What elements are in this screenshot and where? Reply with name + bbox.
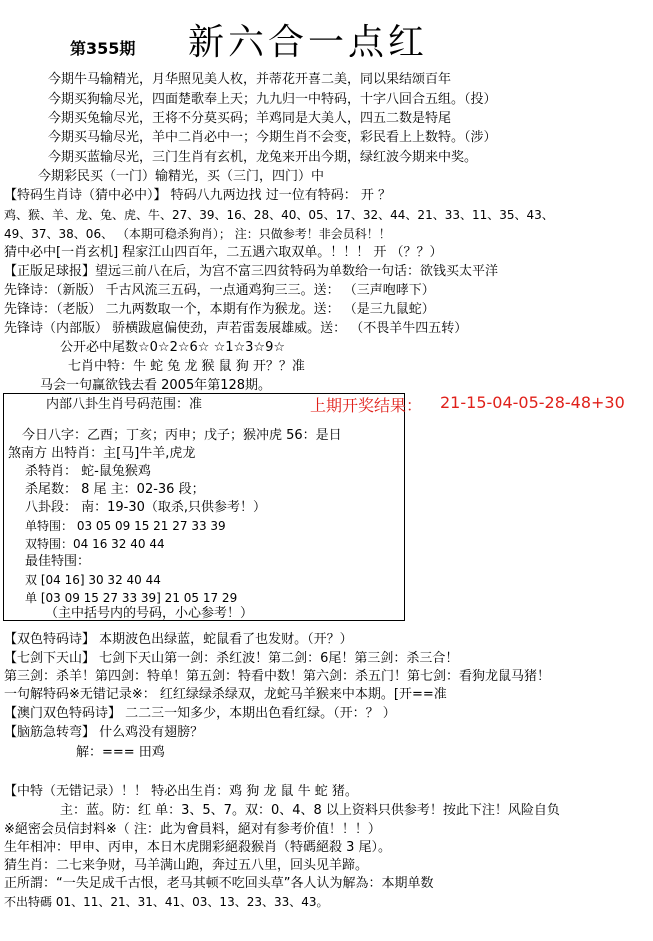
- bagua-line: 煞南方 出特肖：主[马]牛羊,虎龙: [8, 446, 196, 461]
- intro-line: 今期牛马输精光，月华照见美人枚，并蒂花开喜二美，同以果结颂百年: [48, 72, 452, 87]
- bagua-line: 杀特肖： 蛇-鼠兔猴鸡: [25, 464, 151, 479]
- result-label: 上期开奖结果：: [310, 396, 423, 415]
- bagua-line: 八卦段： 南：19-30（取杀,只供参考！）: [25, 500, 267, 515]
- mahui-line: 马会一句赢欲钱去看 2005年第128期。: [40, 378, 272, 393]
- gongkai-line: 公开必中尾数☆0☆2☆6☆ ☆1☆3☆9☆: [60, 340, 285, 355]
- poem-line: 【特码生肖诗（猜中必中）】 特码八九两边找 过一位有特码： 开 ？: [4, 188, 392, 203]
- caishengxiao-line: 猜生肖：二七来争财，马羊满山跑，奔过五八里，回头见羊蹄。: [4, 858, 369, 873]
- jie-line: 解：=== 田鸡: [76, 745, 165, 760]
- yijujie-line: 一句解特码※无错记录※： 红红绿绿杀绿双，龙蛇马羊猴来中本期。[开==准: [4, 687, 447, 702]
- numbers-line: 鸡、猴、羊、龙、兔、虎、牛、27、39、16、28、40、05、17、32、44、21、33、11、35、43、: [4, 208, 554, 222]
- zhengban-line: 【正版足球报】望远三前八在后，为宫不富三四贫特码为单数给一句话：欲钱买太平洋: [4, 264, 499, 279]
- qixiao-line: 七肖中特：牛 蛇 兔 龙 猴 鼠 狗 开？？准: [68, 359, 305, 374]
- guess-line: 猜中必中[一肖玄机] 程家江山四百年，二五遇六取双单。！！！ 开 （？？）: [4, 245, 443, 260]
- naojin-line: 【脑筋急转弯】 什么鸡没有翅膀？: [4, 725, 204, 740]
- bagua-line: 单特围： 03 05 09 15 21 27 33 39: [25, 519, 226, 533]
- intro-line: 今期买狗输尽光，四面楚歌奉上天；九九归一中特码，十字八回合五组。（投）: [48, 92, 497, 107]
- numbers-line: 49、37、38、06、 （本期可稳杀狗肖）； 注：只做参考！非会员科！！: [4, 227, 391, 241]
- zhengjie-line: 正所謂：“一失足成千古恨，老马其顿不吃回头草”各人认为解為：本期单数: [4, 876, 434, 891]
- intro-line: 今期买蓝输尽光，三门生肖有玄机，龙兔来开出今期，绿红波今期来中奖。: [48, 150, 478, 165]
- bagua-line: 双特围：04 16 32 40 44: [25, 537, 165, 551]
- page-title: 新六合一点红: [188, 22, 429, 63]
- qijian-line: 第三剑：杀羊！第四剑：特单！第五剑：特看中数！第六剑：杀五门！第七剑：看狗龙鼠马猪！: [4, 669, 551, 684]
- bagua-line: 今日八字：乙酉；丁亥；丙申；戊子；猴冲虎 56：是日: [22, 428, 342, 443]
- bagua-line: 双 [04 16] 30 32 40 44: [25, 573, 161, 587]
- bagua-note: （主中括号内的号码，小心参考！）: [45, 606, 254, 621]
- zhu-line: 主：蓝。防：红 单：3、5、7。双：0、4、8 以上资料只供参考！按此下注！风险自负: [60, 803, 560, 818]
- buchu-line: 不出特碼 01、11、21、31、41、03、13、23、33、43。: [4, 895, 329, 909]
- issue-number: 第355期: [70, 39, 136, 58]
- shuangse-line: 【双色特码诗】 本期波色出绿蓝，蛇鼠看了也发财。（开？）: [4, 632, 353, 647]
- bagua-line: 杀尾数： 8 尾 主：02-36 段；: [25, 482, 205, 497]
- shengnian-line: 生年相冲：甲申、丙申，本日木虎開彩絕殺猴肖（特碼絕殺 3 尾）。: [4, 840, 392, 855]
- intro-line: 今期买兔输尽光，王将不分莫买码；羊鸡同是大美人，四五二数是特尾: [48, 111, 452, 126]
- bagua-heading: 内部八卦生肖号码范围：准: [46, 397, 203, 412]
- xianfeng-line: 先锋诗：（新版） 千古风流三五码，一点通鸡狗三三。送： （三声咆哮下）: [4, 283, 435, 298]
- result-value: 21-15-04-05-28-48+30: [440, 393, 625, 412]
- bagua-line: 单 [03 09 15 27 33 39] 21 05 17 29: [25, 591, 238, 605]
- aomen-line: 【澳门双色特码诗】 二二三一知多少，本期出色看红绿。（开：？ ）: [4, 706, 396, 721]
- intro-line: 今期彩民买（一门）输精光，买（三门，四门）中: [38, 169, 325, 184]
- qijian-line: 【七剑下天山】 七剑下天山第一剑：杀红波！第二剑：6尾！第三剑：杀三合！: [4, 651, 459, 666]
- jimi-line: ※絕密会员信封料※（ 注：此为會員料，絕对有参考价值！！！）: [4, 822, 381, 837]
- zhongte-line: 【中特（无错记录）！！ 特必出生肖：鸡 狗 龙 鼠 牛 蛇 猪。: [4, 784, 358, 799]
- bagua-line: 最佳特围：: [25, 554, 91, 569]
- xianfeng-line: 先锋诗：（老版） 二九两数取一个，本期有作为猴龙。送： （是三九鼠蛇）: [4, 302, 435, 317]
- intro-line: 今期买马输尽光，羊中二肖必中一；今期生肖不会变，彩民看上上数特。（涉）: [48, 130, 497, 145]
- xianfeng-line: 先锋诗（内部版） 骄横跋扈偏使劲，声若雷轰展雄威。送： （不畏羊牛四五转）: [4, 321, 468, 336]
